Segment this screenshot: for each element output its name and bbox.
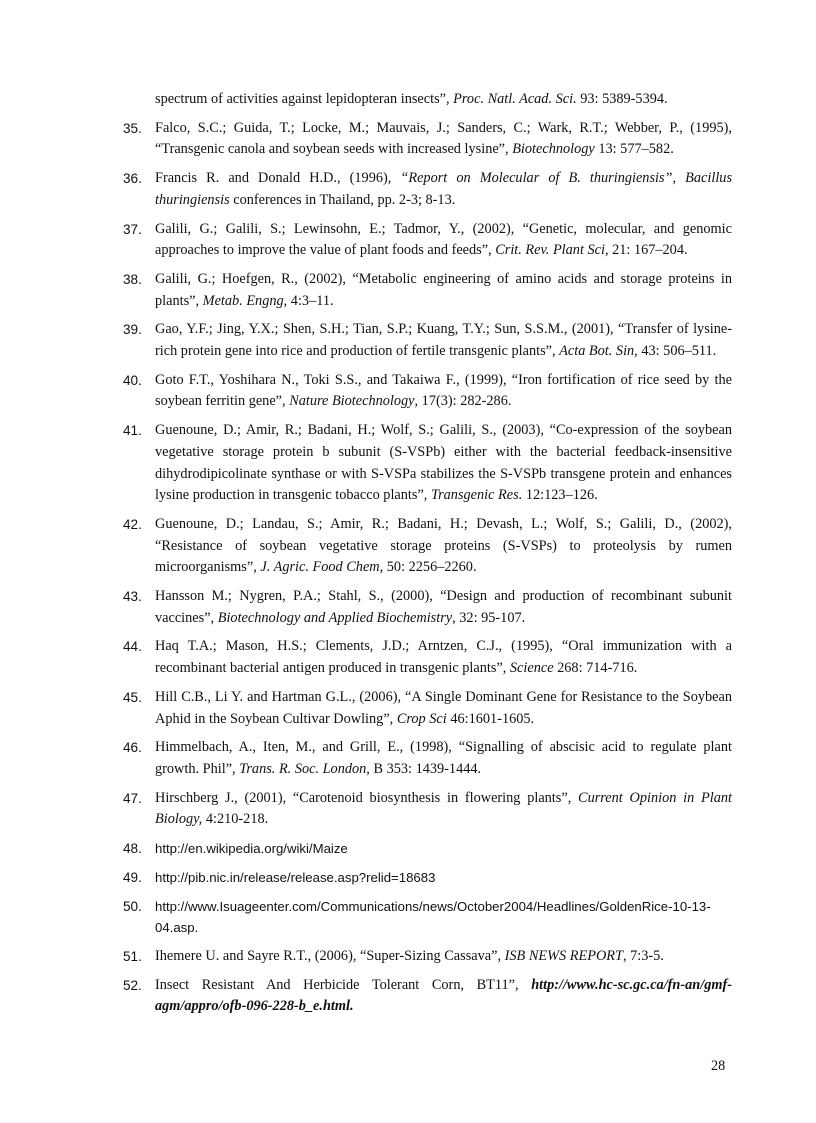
reference-url: http://pib.nic.in/release/release.asp?relid=18683 (155, 869, 436, 885)
reference-journal: Biotechnology and Applied Biochemistry (217, 609, 453, 626)
reference-segment: 13: 577–582. (594, 141, 674, 158)
reference-segment: Gao, Y.F.; Jing, Y.X.; Shen, S.H.; Tian, S.P.; Kuang, T.Y.; Sun, S.S.M., (2001), “Transfer of lysine-rich protein gene into rice and production of fertile transgenic plants”, (155, 321, 732, 360)
reference-text (155, 319, 732, 362)
reference-journal: Nature Biotechnology (289, 393, 415, 410)
reference-journal: J. Agric. Food Chem, (260, 559, 384, 576)
reference-text (155, 838, 732, 860)
reference-segment: Guenoune, D.; Landau, S.; Amir, R.; Badani, H.; Devash, L.; Wolf, S.; Galili, D., (2002), “Resistance of soybean vegetative storage proteins (S-VSPs) to proteolysis by rumen microorganisms”, (155, 515, 732, 576)
reference-segment: Galili, G.; Galili, S.; Lewinsohn, E.; Tadmor, Y., (2002), “Genetic, molecular, and genomic approaches to improve the value of plant foods and feeds”, (155, 220, 732, 259)
reference-segment: 43: 506–511. (637, 343, 717, 360)
reference-number: 43. (123, 589, 142, 605)
reference-segment: Galili, G.; Hoefgen, R., (2002), “Metabolic engineering of amino acids and storage proteins in plants”, (155, 270, 732, 309)
reference-number: 51. (123, 948, 142, 964)
reference-item (110, 269, 732, 312)
reference-segment: 50: 2256–2260. (383, 559, 477, 576)
reference-segment: Haq T.A.; Mason, H.S.; Clements, J.D.; Arntzen, C.J., (1995), “Oral immunization with a recombinant bacterial antigen produced in transgenic plants”, (155, 638, 732, 677)
reference-segment: Guenoune, D.; Amir, R.; Badani, H.; Wolf, S.; Galili, S., (2003), “Co-expression of the soybean vegetative storage protein b subunit (S-VSPb) either with the bacterial feedback-insensitive dihydrodipicolinate synthase or with S-VSPa stabilizes the S-VSPb transgene protein and enhances lysine production in transgenic tobacco plants”, (155, 422, 732, 504)
reference-number: 40. (123, 372, 142, 388)
reference-text (155, 118, 732, 161)
reference-text (155, 896, 732, 939)
reference-text (155, 687, 732, 730)
reference-segment: Falco, S.C.; Guida, T.; Locke, M.; Mauvais, J.; Sanders, C.; Wark, R.T.; Webber, P., (1995), “Transgenic canola and soybean seeds with increased lysine”, (155, 119, 732, 158)
reference-text (155, 946, 732, 968)
reference-item (110, 118, 732, 161)
reference-number: 48. (123, 841, 142, 857)
reference-item (110, 788, 732, 831)
reference-number: 35. (123, 120, 142, 136)
page-number: 28 (711, 1058, 726, 1074)
reference-continuation (110, 89, 732, 111)
reference-text (155, 788, 732, 831)
reference-number: 38. (123, 271, 142, 287)
continuation-text: spectrum of activities against lepidopteran insects”, (155, 91, 454, 107)
reference-text (155, 420, 732, 507)
reference-text (155, 219, 732, 262)
reference-text (155, 737, 732, 780)
reference-item (110, 946, 732, 968)
reference-number: 47. (123, 790, 142, 806)
reference-text (155, 370, 732, 413)
reference-number: 52. (123, 977, 142, 993)
reference-item (110, 896, 732, 939)
reference-journal: Metab. Engng (202, 292, 284, 309)
reference-segment: Himmelbach, A., Iten, M., and Grill, E., (1998), “Signalling of abscisic acid to regulate plant growth. Phil”, (155, 739, 732, 777)
reference-journal: Current Opinion in Plant Biology, (155, 789, 732, 828)
reference-item (110, 867, 732, 889)
reference-item (110, 687, 732, 730)
reference-list (110, 89, 732, 1025)
reference-segment: Goto F.T., Yoshihara N., Toki S.S., and Takaiwa F., (1999), “Iron fortification of rice seed by the soybean ferritin gene”, (155, 371, 732, 410)
reference-segment: , 32: 95-107. (452, 609, 526, 626)
reference-item (110, 975, 732, 1018)
reference-text (155, 269, 732, 312)
reference-segment: , 17(3): 282-286. (414, 393, 512, 410)
reference-segment: 12:123–126. (522, 487, 598, 504)
reference-journal: Crit. Rev. Plant Sci (495, 242, 605, 259)
continuation-journal: Proc. Natl. Acad. Sci. (453, 91, 577, 107)
reference-segment: 4:210-218. (202, 811, 269, 828)
reference-url: http://en.wikipedia.org/wiki/Maize (155, 841, 348, 857)
reference-text (155, 514, 732, 579)
reference-item (110, 586, 732, 629)
reference-item (110, 168, 732, 211)
reference-item (110, 737, 732, 780)
reference-item (110, 514, 732, 579)
reference-url: http://www.Isuageenter.com/Communications/news/October2004/Headlines/GoldenRice-10-13-04.asp. (155, 898, 711, 936)
reference-number: 50. (123, 898, 142, 914)
reference-number: 37. (123, 221, 142, 237)
reference-segment: Hirschberg J., (2001), “Carotenoid biosynthesis in flowering plants”, (155, 789, 579, 806)
reference-link: http://www.hc-sc.gc.ca/fn-an/gmf-agm/appro/ofb-096-228-b_e.html. (155, 976, 732, 1015)
reference-number: 41. (123, 423, 142, 439)
reference-text (155, 586, 732, 629)
reference-text (155, 867, 732, 889)
reference-text (155, 168, 732, 211)
reference-journal: Crop Sci (396, 710, 447, 727)
reference-item (110, 319, 732, 362)
reference-text (155, 636, 732, 679)
reference-segment: B 353: 1439-1444. (369, 760, 482, 777)
reference-number: 44. (123, 639, 142, 655)
reference-number: 39. (123, 322, 142, 338)
reference-number: 45. (123, 689, 142, 705)
reference-item (110, 838, 732, 860)
reference-number: 36. (123, 171, 142, 187)
reference-segment: Hansson M.; Nygren, P.A.; Stahl, S., (2000), “Design and production of recombinant subunit vaccines”, (155, 588, 732, 626)
reference-journal: Science (509, 660, 554, 677)
reference-segment: 268: 714-716. (553, 660, 638, 677)
reference-segment: , 4:3–11. (283, 292, 334, 309)
reference-segment: Francis R. and Donald H.D., (1996), (155, 170, 401, 187)
reference-segment: Insect Resistant And Herbicide Tolerant Corn, BT11”, (155, 976, 532, 993)
reference-journal: Transgenic Res. (430, 487, 523, 504)
reference-segment: Ihemere U. and Sayre R.T., (2006), “Super-Sizing Cassava”, (155, 947, 505, 964)
reference-item (110, 420, 732, 507)
reference-journal: Trans. R. Soc. London, (239, 760, 370, 777)
reference-segment: , 7:3-5. (622, 947, 664, 964)
reference-segment: Hill C.B., Li Y. and Hartman G.L., (2006), “A Single Dominant Gene for Resistance to the Soybean Aphid in the Soybean Cultivar Dowling”, (155, 688, 732, 727)
reference-segment: , 21: 167–204. (604, 242, 688, 259)
reference-number: 42. (123, 516, 142, 532)
continuation-tail: 93: 5389-5394. (576, 91, 668, 107)
reference-journal: “Report on Molecular of B. thuringiensis”, Bacillus thuringiensis (155, 170, 733, 208)
reference-journal: ISB NEWS REPORT (504, 947, 623, 964)
reference-item (110, 636, 732, 679)
reference-number: 49. (123, 869, 142, 885)
reference-journal: Biotechnology (512, 141, 595, 158)
reference-journal: Acta Bot. Sin, (559, 343, 638, 360)
reference-number: 46. (123, 740, 142, 756)
reference-item (110, 370, 732, 413)
reference-text (155, 975, 732, 1018)
reference-segment: 46:1601-1605. (446, 710, 535, 727)
reference-segment: conferences in Thailand, pp. 2-3; 8-13. (229, 191, 456, 208)
reference-item (110, 219, 732, 262)
